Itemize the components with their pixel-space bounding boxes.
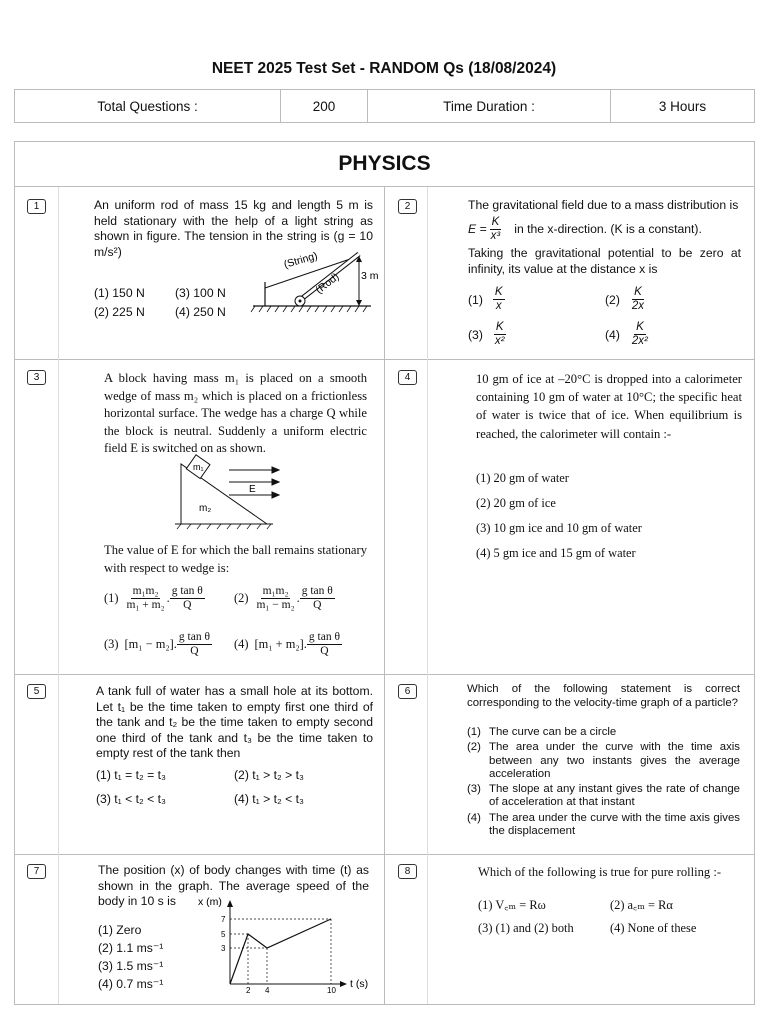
- option: (4) 0.7 ms⁻¹: [98, 977, 164, 991]
- question-text: The position (x) of body changes with time (t) as shown in the graph. The average speed of the body in 10 s is: [98, 863, 369, 908]
- field-label: E: [249, 484, 256, 495]
- option: (3) t₁ < t₂ < t₃: [96, 792, 167, 806]
- question-text: The gravitational field due to a mass distribution is: [468, 198, 739, 212]
- option: (3) 1.5 ms⁻¹: [98, 959, 164, 973]
- graph-ytick: 5: [221, 930, 226, 939]
- option: (1) 20 gm of water: [476, 471, 569, 485]
- total-questions-label: Total Questions :: [15, 90, 281, 122]
- time-duration-label: Time Duration :: [368, 90, 611, 122]
- graph-ylabel: x (m): [198, 896, 222, 908]
- option: (3) [m₁ − m₂]. $\frac{\text{g tan θ}}{Q}$: [104, 631, 210, 657]
- page-title: NEET 2025 Test Set - RANDOM Qs (18/08/2024): [211, 60, 557, 77]
- option: (4) The area under the curve with the time axis gives the displacement: [467, 811, 740, 838]
- time-duration-value: 3 Hours: [658, 98, 707, 114]
- option: (2) $\frac{K}{2x}$: [605, 286, 645, 312]
- option: (4) None of these: [610, 921, 697, 935]
- question-text: Which of the following statement is correct corresponding to the velocity-time graph of a particle?: [467, 683, 740, 709]
- graph-xlabel: t (s): [350, 978, 369, 990]
- option: (2) 20 gm of ice: [476, 496, 556, 510]
- graph-xtick: 2: [246, 986, 251, 995]
- question-text: A tank full of water has a small hole at its bottom. Let t₁ be the time taken to empty first one third of the tank and t₂ be the time taken to empty second one third of the tank and t₃ be the time taken to empty rest of the tank then: [96, 684, 373, 760]
- graph-ytick: 7: [221, 915, 226, 924]
- option: (1) V꜀ₘ = Rω: [478, 898, 546, 912]
- subject-heading: PHYSICS: [15, 142, 754, 187]
- position-time-graph: [195, 894, 375, 994]
- option: (2) 225 N: [94, 305, 145, 319]
- option: (4) t₁ > t₂ < t₃: [234, 792, 305, 806]
- option: (2) The area under the curve with the time axis between any two instants gives the average acceleration: [467, 741, 740, 780]
- option: (4) 250 N: [175, 305, 226, 319]
- option: (1) $\frac{\text{m₁m₂}}{\text{m₁ + m₂}}$ . $\frac{\text{g tan θ}}{Q}$: [104, 585, 203, 611]
- m2-label: m₂: [199, 503, 212, 514]
- option: (3) The slope at any instant gives the rate of change of acceleration at that instant: [467, 783, 740, 809]
- option: (3) (1) and (2) both: [478, 921, 574, 935]
- option: (4) $\frac{K}{\text{2x²}}$: [605, 321, 648, 347]
- option: (4) 5 gm ice and 15 gm of water: [476, 546, 636, 560]
- graph-ytick: 3: [221, 944, 226, 953]
- option: (1) t₁ = t₂ = t₃: [96, 768, 167, 782]
- graph-xtick: 4: [265, 986, 270, 995]
- question-text: The value of E for which the ball remains stationary with respect to wedge is:: [104, 543, 367, 575]
- rod-string-figure: [251, 248, 379, 316]
- question-number: 4: [398, 370, 417, 385]
- wedge-figure: [175, 458, 287, 530]
- option: (4) [m₁ + m₂]. $\frac{\text{g tan θ}}{Q}$: [234, 631, 340, 657]
- option: (2) $\frac{\text{m₁m₂}}{\text{m₁ − m₂}}$ . $\frac{\text{g tan θ}}{Q}$: [234, 585, 333, 611]
- rod-label: (Rod): [313, 270, 342, 297]
- string-label: (String): [282, 249, 319, 271]
- question-formula: [468, 216, 741, 243]
- question-text: An uniform rod of mass 15 kg and length 5 m is held stationary with the help of a light string as shown in figure. The tension in the string is (g = 10 m/s²): [94, 198, 373, 259]
- question-number: 5: [27, 684, 46, 699]
- question-number: 1: [27, 199, 46, 214]
- question-text: A block having mass m₁ is placed on a smooth wedge of mass m₂ which is placed on a frictionless horizontal surface. The wedge has a charge Q while the block is neutral. Suddenly a uniform electric field E is switched on as shown.: [104, 371, 367, 455]
- option: (3) 100 N: [175, 286, 226, 300]
- graph-xtick: 10: [327, 986, 336, 995]
- question-sheet: [14, 141, 755, 1005]
- option: (3) 10 gm ice and 10 gm of water: [476, 521, 642, 535]
- option: (2) a꜀ₘ = Rα: [610, 898, 673, 912]
- question-number: 7: [27, 864, 46, 879]
- question-number: 2: [398, 199, 417, 214]
- formula-num: K: [491, 216, 500, 228]
- option: (1) The curve can be a circle: [467, 726, 617, 738]
- total-questions-value: 200: [281, 90, 368, 122]
- option-list: [467, 726, 740, 840]
- option: (1) $\frac{K}{x}$: [468, 286, 503, 312]
- question-text: Which of the following is true for pure rolling :-: [478, 865, 722, 879]
- question-text: 10 gm of ice at –20°C is dropped into a calorimeter containing 10 gm of water at 10°C; the specific heat of water is twice that of ice. When equilibrium is reached, the calorimeter will contain :-: [476, 372, 742, 441]
- formula-den: x³: [490, 230, 501, 242]
- test-info-bar: [14, 89, 755, 123]
- option: (3) $\frac{K}{\text{x²}}$: [468, 321, 505, 347]
- option: (2) 1.1 ms⁻¹: [98, 941, 164, 955]
- m1-label: m₁: [193, 462, 204, 472]
- question-text: in the x-direction. (K is a constant).: [514, 221, 702, 236]
- option: (1) 150 N: [94, 286, 145, 300]
- height-label: 3 m: [361, 270, 379, 282]
- formula-lhs: E =: [468, 221, 487, 236]
- question-text: Taking the gravitational potential to be zero at infinity, its value at the distance x is: [468, 246, 741, 276]
- question-number: 6: [398, 684, 417, 699]
- option: (2) t₁ > t₂ > t₃: [234, 768, 305, 782]
- question-number: 8: [398, 864, 417, 879]
- option: (1) Zero: [98, 923, 142, 937]
- question-number: 3: [27, 370, 46, 385]
